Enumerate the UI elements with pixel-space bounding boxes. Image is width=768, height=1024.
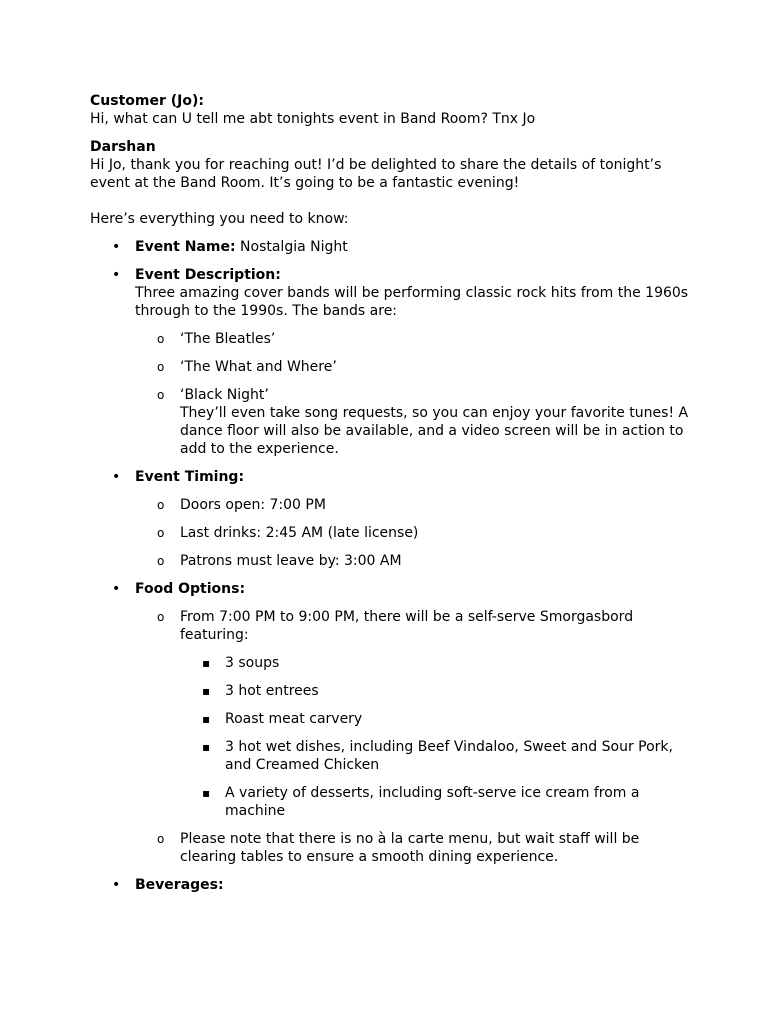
list-item-menu — [180, 654, 690, 672]
smorgasbord-text: From 7:00 PM to 9:00 PM, there will be a self-serve Smorgasbord featuring: — [180, 609, 634, 643]
agent-speaker: Darshan — [90, 139, 156, 155]
square-bullet-icon: ▪ — [202, 712, 211, 726]
circle-bullet-icon: o — [157, 832, 165, 846]
circle-bullet-icon: o — [157, 498, 165, 512]
event-timing-label: Event Timing: — [135, 469, 245, 485]
band-name: ‘Black Night’ — [180, 387, 269, 403]
event-description-label: Event Description: — [135, 267, 281, 283]
list-item-band — [135, 386, 690, 458]
customer-speaker: Customer (Jo): — [90, 93, 204, 109]
timing-text: Doors open: 7:00 PM — [180, 497, 326, 513]
bullet-icon: • — [112, 877, 121, 893]
list-item-band — [135, 330, 690, 348]
menu-item-text: 3 hot wet dishes, including Beef Vindaloo, Sweet and Sour Pork, and Creamed Chicken — [225, 739, 673, 773]
event-name-label: Event Name: — [135, 239, 236, 255]
details-list — [90, 238, 690, 894]
menu-item-text: A variety of desserts, including soft-serve ice cream from a machine — [225, 785, 640, 819]
circle-bullet-icon: o — [157, 526, 165, 540]
event-extra-text: They’ll even take song requests, so you can enjoy your favorite tunes! A dance floor will also be available, and a video screen will be in action to add to the experience. — [180, 405, 689, 457]
food-list — [135, 608, 690, 866]
timing-text: Patrons must leave by: 3:00 AM — [180, 553, 402, 569]
list-item-timing — [135, 524, 690, 542]
event-name-value: Nostalgia Night — [240, 239, 348, 255]
list-item-menu — [180, 738, 690, 774]
list-item-smorgasbord — [135, 608, 690, 820]
square-bullet-icon: ▪ — [202, 684, 211, 698]
customer-message: Hi, what can U tell me abt tonights event in Band Room? Tnx Jo — [90, 111, 536, 127]
circle-bullet-icon: o — [157, 610, 165, 624]
document-page — [90, 92, 690, 894]
list-item-event-timing — [90, 468, 690, 570]
circle-bullet-icon: o — [157, 332, 165, 346]
bullet-icon: • — [112, 581, 121, 597]
circle-bullet-icon: o — [157, 554, 165, 568]
square-bullet-icon: ▪ — [202, 740, 211, 754]
menu-list — [180, 654, 690, 820]
food-options-label: Food Options: — [135, 581, 246, 597]
circle-bullet-icon: o — [157, 388, 165, 402]
bullet-icon: • — [112, 239, 121, 255]
timing-text: Last drinks: 2:45 AM (late license) — [180, 525, 419, 541]
band-name: ‘The Bleatles’ — [180, 331, 276, 347]
circle-bullet-icon: o — [157, 360, 165, 374]
menu-item-text: 3 soups — [225, 655, 280, 671]
agent-lead: Here’s everything you need to know: — [90, 211, 349, 227]
bands-list — [135, 330, 690, 458]
band-name: ‘The What and Where’ — [180, 359, 337, 375]
list-item-band — [135, 358, 690, 376]
list-item-menu — [180, 710, 690, 728]
timing-list — [135, 496, 690, 570]
list-item-timing — [135, 496, 690, 514]
list-item-event-name — [90, 238, 690, 256]
list-item-event-description — [90, 266, 690, 458]
bullet-icon: • — [112, 469, 121, 485]
list-item-timing — [135, 552, 690, 570]
square-bullet-icon: ▪ — [202, 656, 211, 670]
bullet-icon: • — [112, 267, 121, 283]
menu-item-text: 3 hot entrees — [225, 683, 319, 699]
list-item-menu — [180, 682, 690, 700]
food-note-text: Please note that there is no à la carte menu, but wait staff will be clearing tables to ensure a smooth dining experience. — [180, 831, 640, 865]
beverages-label: Beverages: — [135, 877, 224, 893]
agent-intro: Hi Jo, thank you for reaching out! I’d be delighted to share the details of tonight’s event at the Band Room. It’s going to be a fantastic evening! — [90, 157, 662, 191]
square-bullet-icon: ▪ — [202, 786, 211, 800]
list-item-menu — [180, 784, 690, 820]
menu-item-text: Roast meat carvery — [225, 711, 363, 727]
event-description-text: Three amazing cover bands will be performing classic rock hits from the 1960s through to the 1990s. The bands are: — [135, 285, 689, 319]
list-item-food-options — [90, 580, 690, 866]
list-item-food-note — [135, 830, 690, 866]
list-item-beverages — [90, 876, 690, 894]
